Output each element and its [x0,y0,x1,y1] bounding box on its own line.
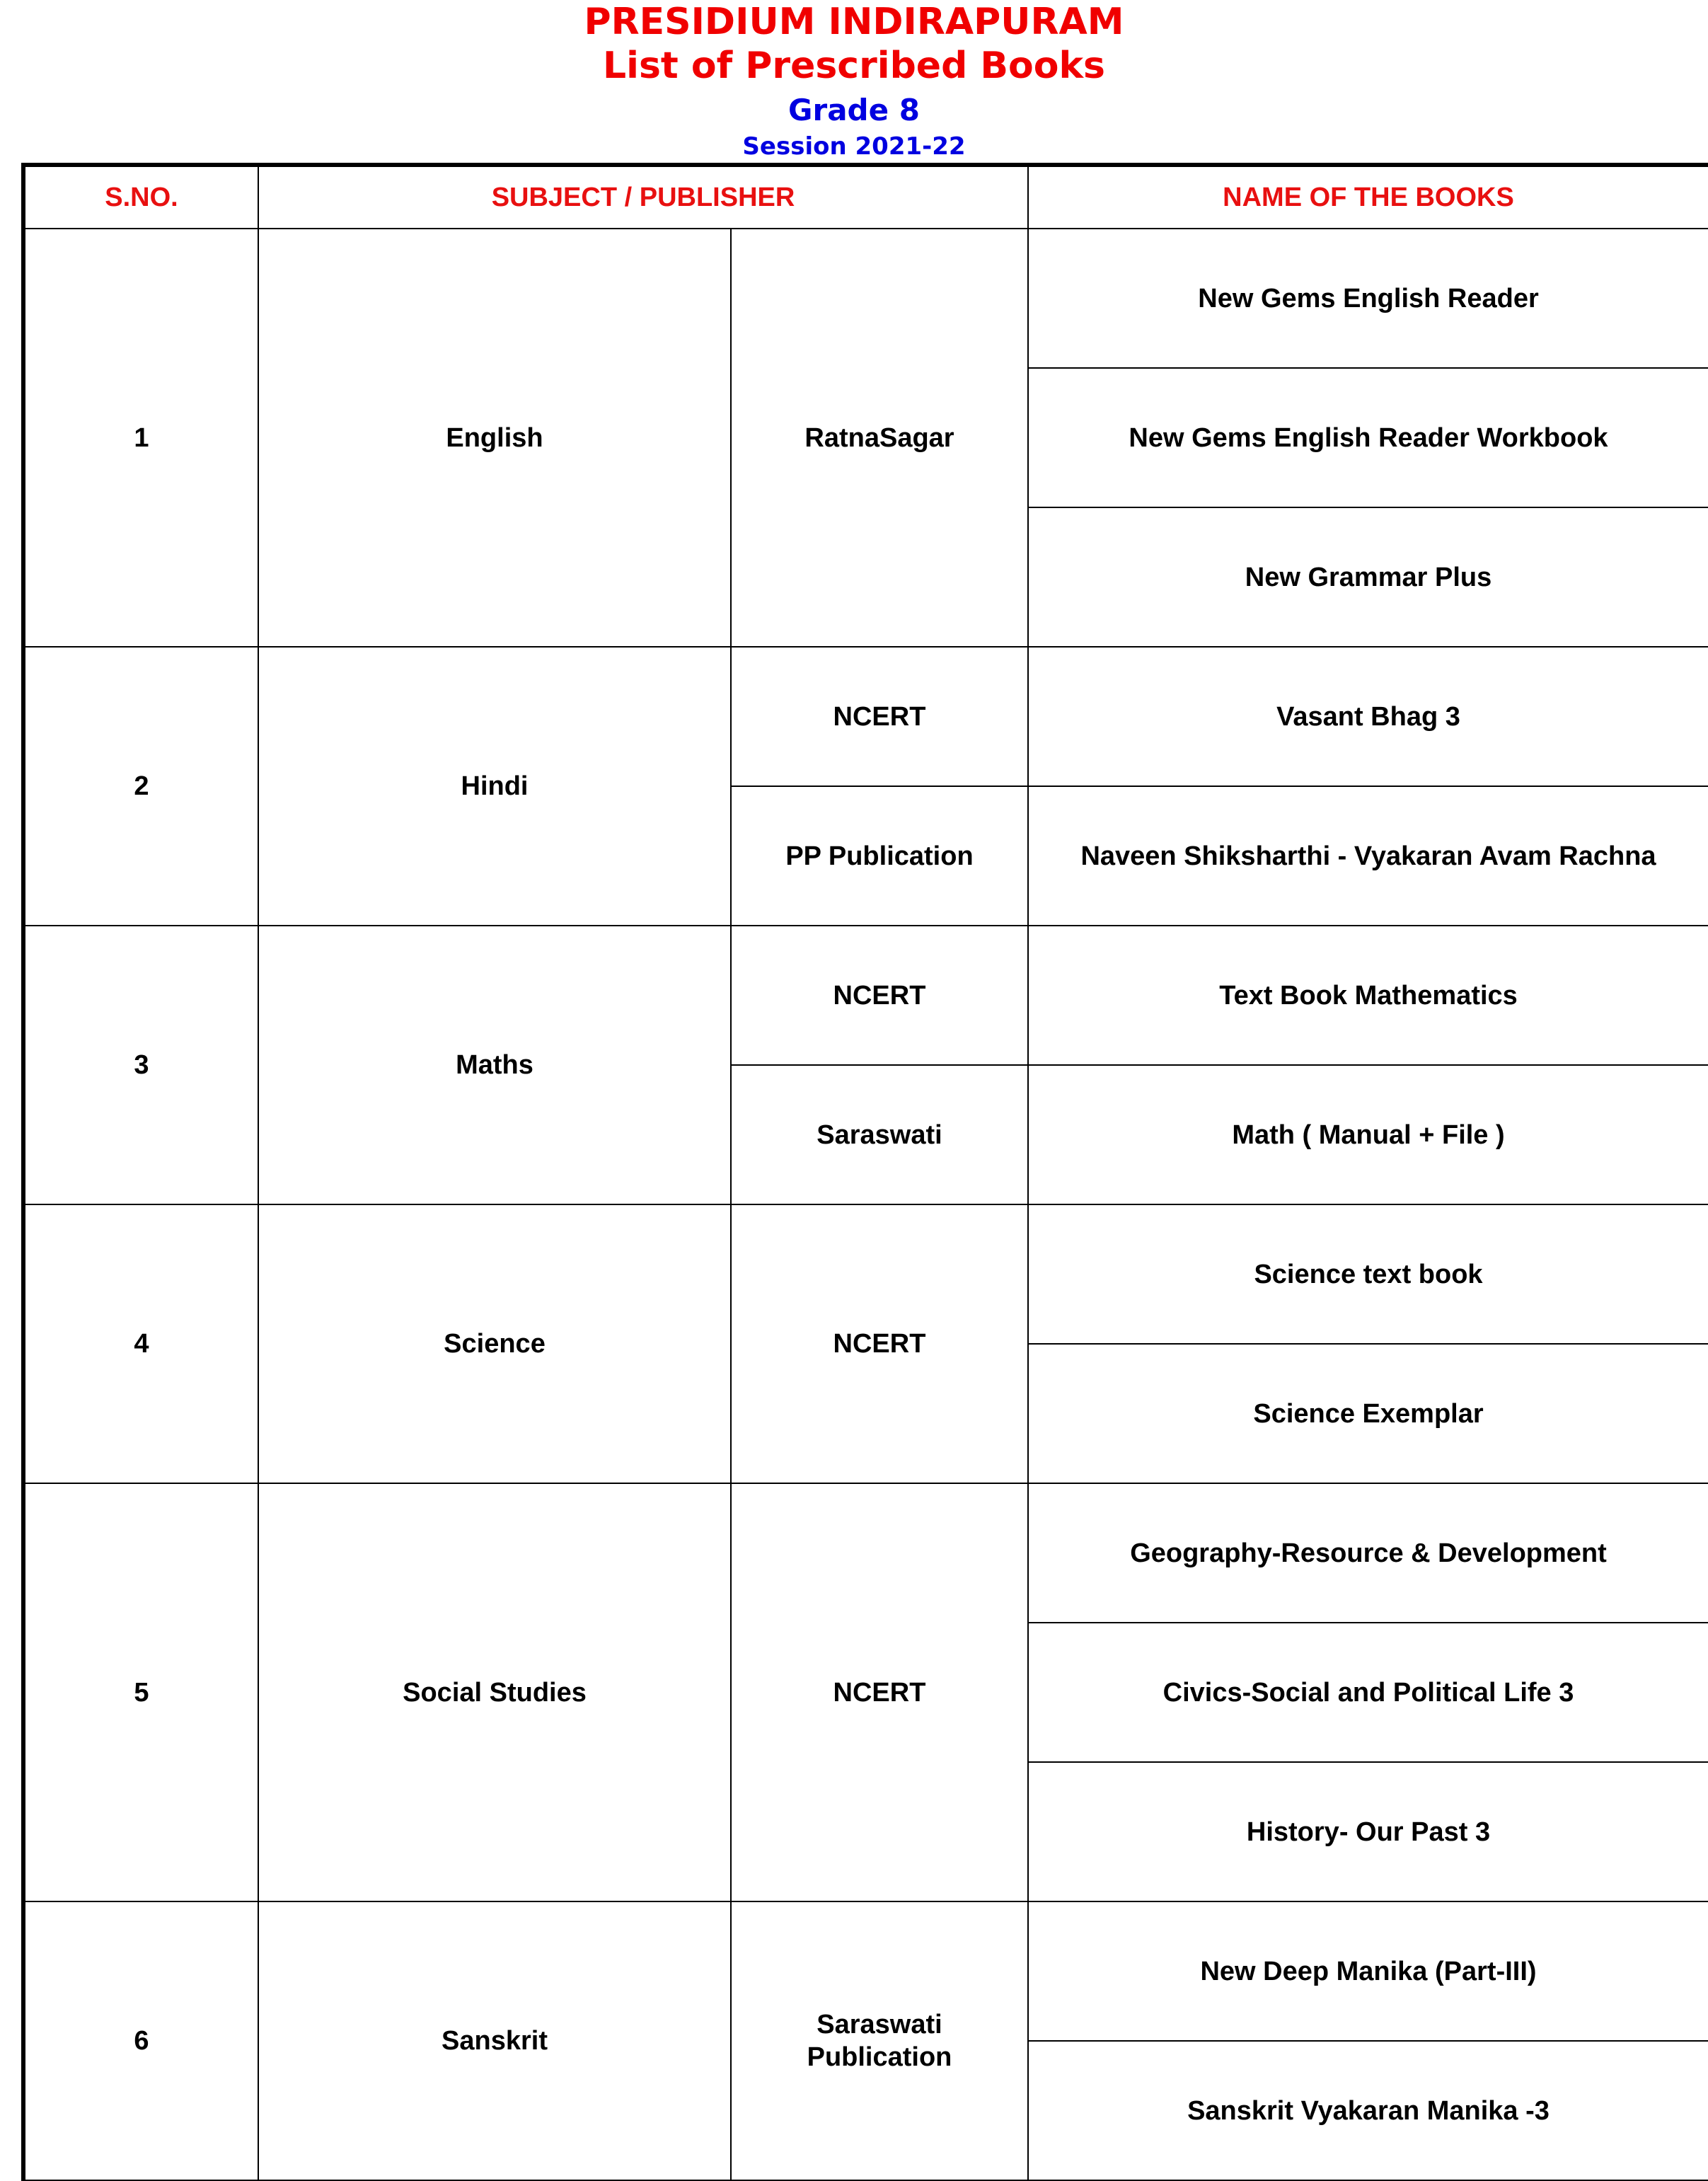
subject-name: Social Studies [258,1483,731,1901]
subject-name: Sanskrit [258,1901,731,2180]
book-name: Naveen Shiksharthi - Vyakaran Avam Rachna [1028,786,1708,926]
school-name: PRESIDIUM INDIRAPURAM [584,1,1124,43]
table-row [23,1204,1708,1344]
books-table [21,163,1708,2181]
table-header-row [23,165,1708,229]
header-sno: S.NO. [23,165,258,229]
publisher-name: Saraswati [731,1065,1028,1204]
serial-number: 4 [23,1204,258,1483]
table-row [23,1483,1708,1623]
book-name: Math ( Manual + File ) [1028,1065,1708,1204]
publisher-name: Saraswati Publication [731,1901,1028,2180]
serial-number: 3 [23,926,258,1204]
serial-number: 5 [23,1483,258,1901]
subject-name: Science [258,1204,731,1483]
book-name: Sanskrit Vyakaran Manika -3 [1028,2041,1708,2180]
document-title: List of Prescribed Books [602,45,1106,87]
book-name: Science Exemplar [1028,1344,1708,1483]
subject-name: Maths [258,926,731,1204]
book-name: New Grammar Plus [1028,507,1708,647]
subject-name: English [258,229,731,647]
publisher-name: NCERT [731,926,1028,1065]
publisher-name: NCERT [731,1483,1028,1901]
book-name: Vasant Bhag 3 [1028,647,1708,786]
publisher-name: NCERT [731,1204,1028,1483]
table-row [23,229,1708,368]
book-name: Text Book Mathematics [1028,926,1708,1065]
book-name: Civics-Social and Political Life 3 [1028,1623,1708,1762]
book-name: History- Our Past 3 [1028,1762,1708,1901]
header-books: NAME OF THE BOOKS [1028,165,1708,229]
table-row [23,926,1708,1065]
grade-label: Grade 8 [788,93,920,127]
subject-name: Hindi [258,647,731,926]
publisher-name: RatnaSagar [731,229,1028,647]
table-row [23,1901,1708,2041]
serial-number: 1 [23,229,258,647]
table-row [23,647,1708,786]
book-name: New Gems English Reader Workbook [1028,368,1708,507]
publisher-name: PP Publication [731,786,1028,926]
serial-number: 2 [23,647,258,926]
book-name: New Gems English Reader [1028,229,1708,368]
serial-number: 6 [23,1901,258,2180]
book-name: Geography-Resource & Development [1028,1483,1708,1623]
book-name: New Deep Manika (Part-III) [1028,1901,1708,2041]
publisher-name: NCERT [731,647,1028,786]
session-label: Session 2021-22 [742,132,966,161]
book-name: Science text book [1028,1204,1708,1344]
header-subject-publisher: SUBJECT / PUBLISHER [258,165,1028,229]
